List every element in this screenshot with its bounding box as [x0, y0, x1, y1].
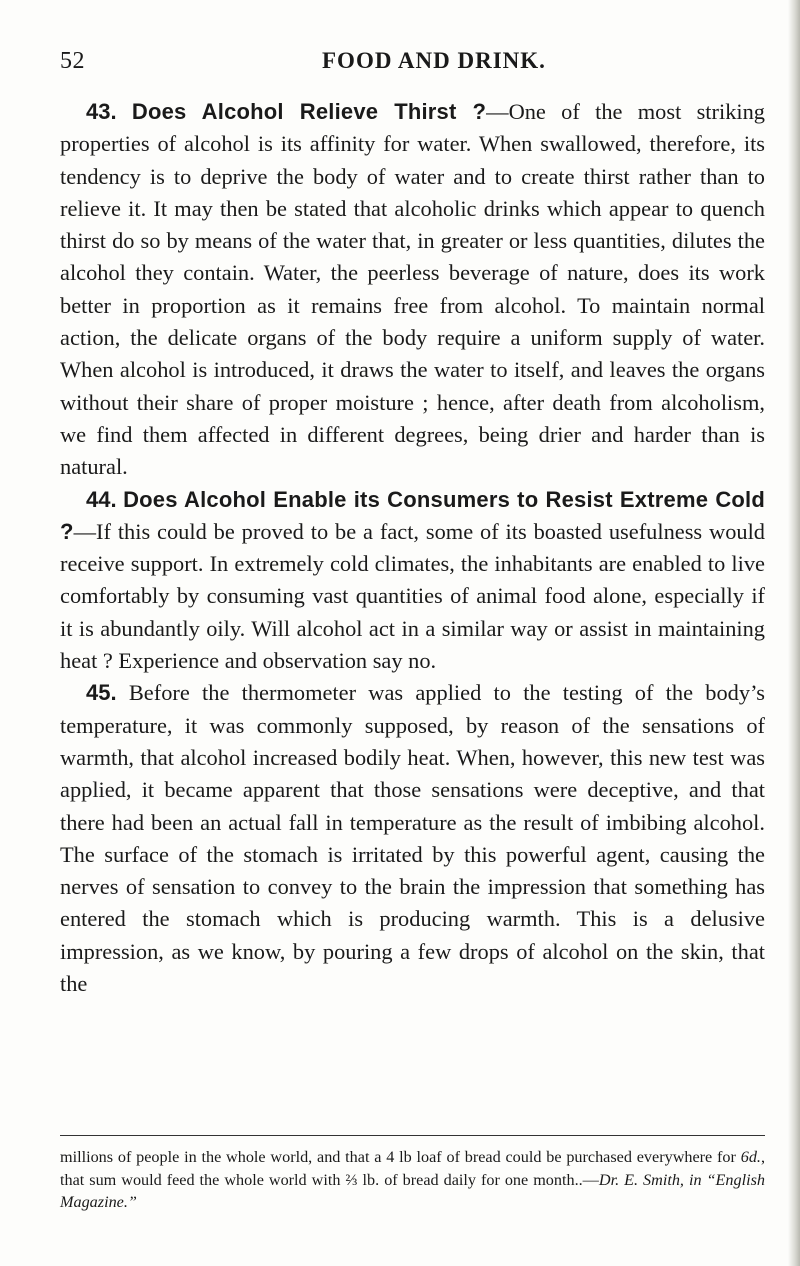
footnote: [60, 1146, 765, 1214]
section-heading-43: Does Alcohol Relieve Thirst ?: [131, 99, 487, 124]
paragraph-45: [60, 677, 765, 1000]
section-text-44: —If this could be proved to be a fact, some of its boasted usefulness would receive support. In extremely cold climates, the inhabitants are enabled to live comfortably by consuming vast quantities of animal food alone, especially if it is abundantly oily. Will alcohol act in a similar way or assist in maintaining heat ? Experience and observation say no.: [60, 518, 765, 674]
page-number: 52: [60, 48, 85, 74]
paragraph-43: [60, 96, 765, 484]
body-text: [60, 96, 765, 1000]
footnote-author: Dr. E. Smith, in “English Magazine.”: [60, 1170, 766, 1211]
section-number-45: 45.: [86, 680, 117, 706]
section-number-44: 44.: [86, 486, 117, 512]
paragraph-44: [60, 484, 765, 678]
footnote-divider: [60, 1135, 765, 1136]
footnote-price: 6d.: [740, 1148, 761, 1166]
running-head: FOOD AND DRINK.: [322, 48, 546, 73]
page-header: [60, 48, 750, 78]
footnote-text-start: millions of people in the whole world, and that a 4 lb loaf of bread could be purchased everywhere for: [60, 1148, 741, 1166]
page-edge-shadow: [788, 0, 800, 1266]
footnote-text-mid: , that sum would feed the whole world with ⅔ lb. of bread daily for one month..—: [60, 1148, 765, 1189]
section-heading-44: Does Alcohol Enable its Consumers to Resist Extreme Cold ?: [60, 486, 765, 544]
section-text-45: Before the thermometer was applied to the testing of the body’s temperature, it was commonly supposed, by reason of the sensations of warmth, that alcohol increased bodily heat. When, however, this new test was applied, it became apparent that those sensations were deceptive, and that there had been an actual fall in temperature as the result of imbibing alcohol. The surface of the stomach is irritated by this powerful agent, causing the nerves of sensation to convey to the brain the impression that something has entered the stomach which is producing warmth. This is a delusive impression, as we know, by pouring a few drops of alcohol on the skin, that the: [60, 680, 765, 997]
section-number-43: 43.: [86, 99, 117, 124]
section-text-43: —One of the most striking properties of alcohol is its affinity for water. When swallowed, therefore, its tendency is to deprive the body of water and to create thirst rather than to relieve it. It may then be stated that alcoholic drinks which appear to quench thirst do so by means of the water that, in greater or less quantities, dilutes the alcohol they contain. Water, the peerless beverage of nature, does its work better in proportion as it remains free from alcohol. To maintain normal action, the delicate organs of the body require a uniform supply of water. When alcohol is introduced, it draws the water to itself, and leaves the organs without their share of proper moisture ; hence, after death from alcoholism, we find them affected in different degrees, being drier and harder than is natural.: [60, 99, 765, 480]
